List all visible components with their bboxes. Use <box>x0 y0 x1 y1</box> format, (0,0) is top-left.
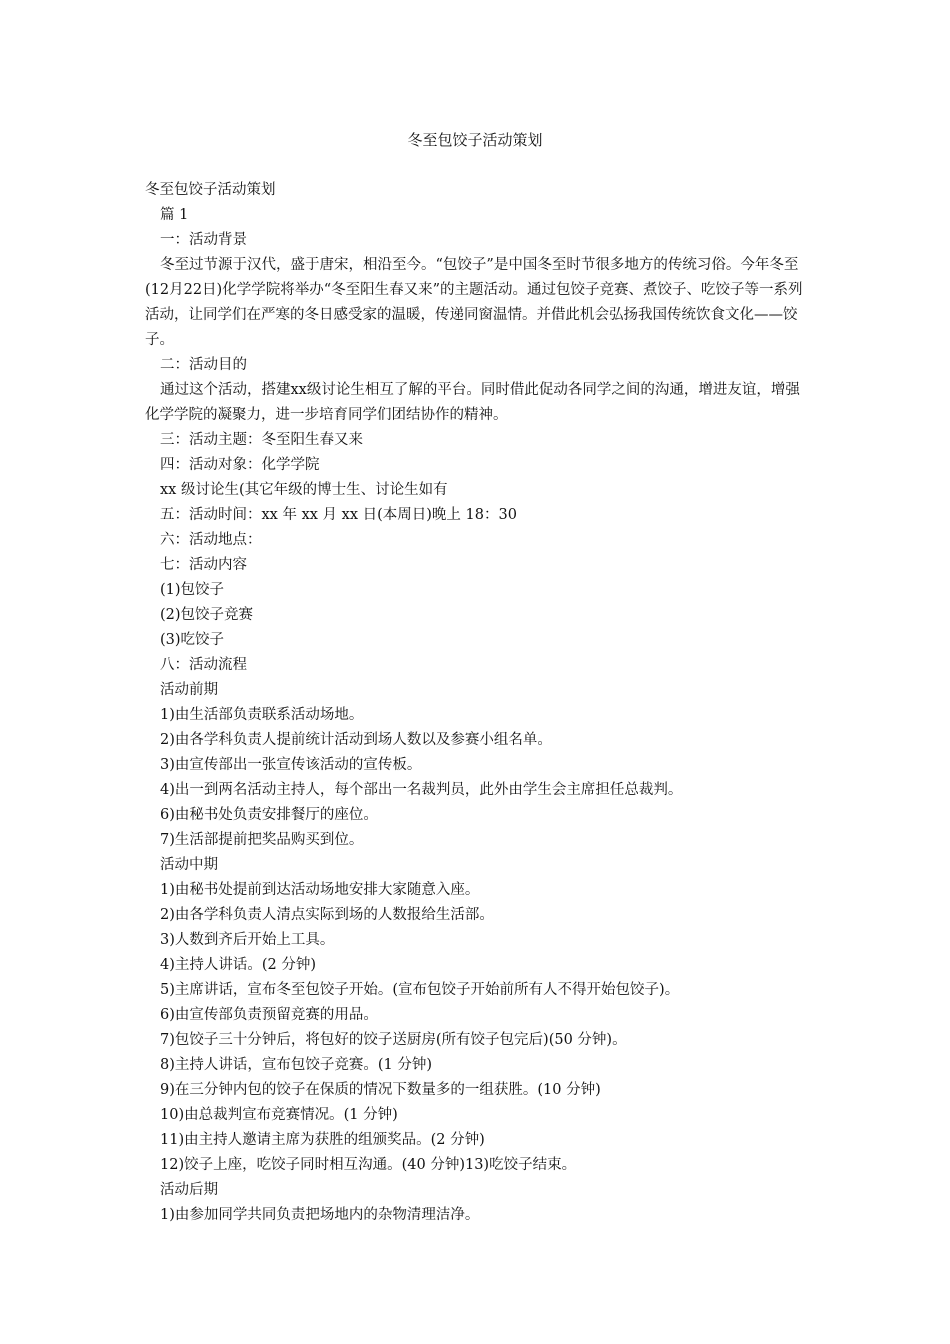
mid-item: 11)由主持人邀请主席为获胜的组颁奖品。(2 分钟) <box>160 1132 485 1148</box>
mid-item: 3)人数到齐后开始上工具。 <box>160 932 335 948</box>
pre-item: 6)由秘书处负责安排餐厅的座位。 <box>160 807 378 823</box>
pre-item: 2)由各学科负责人提前统计活动到场人数以及参赛小组名单。 <box>160 732 552 748</box>
post-phase-label: 活动后期 <box>160 1182 218 1198</box>
content-item: (3)吃饺子 <box>160 632 225 648</box>
pre-item: 1)由生活部负责联系活动场地。 <box>160 707 364 723</box>
post-item: 1)由参加同学共同负责把场地内的杂物清理洁净。 <box>160 1207 480 1223</box>
content-item: (2)包饺子竞赛 <box>160 607 254 623</box>
content-heading: 七：活动内容 <box>160 557 247 573</box>
mid-item: 10)由总裁判宣布竞赛情况。(1 分钟) <box>160 1107 398 1123</box>
pre-phase-label: 活动前期 <box>160 682 218 698</box>
background-paragraph: 冬至过节源于汉代，盛于唐宋，相沿至今。“包饺子”是中国冬至时节很多地方的传统习俗。今年冬至(12月22日)化学学院将举办“冬至阳生春又来”的主题活动。通过包饺子竞赛、煮饺子、吃饺子等一系列活动，让同学们在严寒的冬日感受家的温暖，传递同窗温情。并借此机会弘扬我国传统饮食文化——饺子。 <box>145 257 803 348</box>
time-line: 五：活动时间：xx 年 xx 月 xx 日(本周日)晚上 18：30 <box>160 507 517 523</box>
mid-item: 6)由宣传部负责预留竞赛的用品。 <box>160 1007 378 1023</box>
pre-item: 7)生活部提前把奖品购买到位。 <box>160 832 364 848</box>
audience-line: 四：活动对象：化学学院 <box>160 457 320 473</box>
mid-phase-label: 活动中期 <box>160 857 218 873</box>
document-body <box>145 178 813 1228</box>
process-heading: 八：活动流程 <box>160 657 247 673</box>
mid-item: 12)饺子上座，吃饺子同时相互沟通。(40 分钟)13)吃饺子结束。 <box>160 1157 577 1173</box>
audience-note: xx 级讨论生(其它年级的博士生、讨论生如有 <box>160 482 448 498</box>
mid-item: 1)由秘书处提前到达活动场地安排大家随意入座。 <box>160 882 480 898</box>
pre-item: 4)出一到两名活动主持人，每个部出一名裁判员，此外由学生会主席担任总裁判。 <box>160 782 683 798</box>
location-line: 六：活动地点： <box>160 532 262 548</box>
mid-item: 2)由各学科负责人清点实际到场的人数报给生活部。 <box>160 907 494 923</box>
document-subtitle: 冬至包饺子活动策划 <box>145 182 276 198</box>
document-title: 冬至包饺子活动策划 <box>407 131 543 149</box>
pre-item: 3)由宣传部出一张宣传该活动的宣传板。 <box>160 757 422 773</box>
mid-item: 9)在三分钟内包的饺子在保质的情况下数量多的一组获胜。(10 分钟) <box>160 1082 601 1098</box>
mid-item: 8)主持人讲话，宣布包饺子竞赛。(1 分钟) <box>160 1057 433 1073</box>
section-label: 篇 1 <box>160 207 189 223</box>
purpose-heading: 二：活动目的 <box>160 357 247 373</box>
content-item: (1)包饺子 <box>160 582 225 598</box>
mid-item: 7)包饺子三十分钟后，将包好的饺子送厨房(所有饺子包完后)(50 分钟)。 <box>160 1032 627 1048</box>
theme-line: 三：活动主题：冬至阳生春又来 <box>160 432 363 448</box>
mid-item: 4)主持人讲话。(2 分钟) <box>160 957 317 973</box>
mid-item: 5)主席讲话，宣布冬至包饺子开始。(宣布包饺子开始前所有人不得开始包饺子)。 <box>160 982 680 998</box>
background-heading: 一：活动背景 <box>160 232 247 248</box>
purpose-paragraph: 通过这个活动，搭建xx级讨论生相互了解的平台。同时借此促动各同学之间的沟通，增进友谊，增强化学学院的凝聚力，进一步培育同学们团结协作的精神。 <box>145 382 800 423</box>
